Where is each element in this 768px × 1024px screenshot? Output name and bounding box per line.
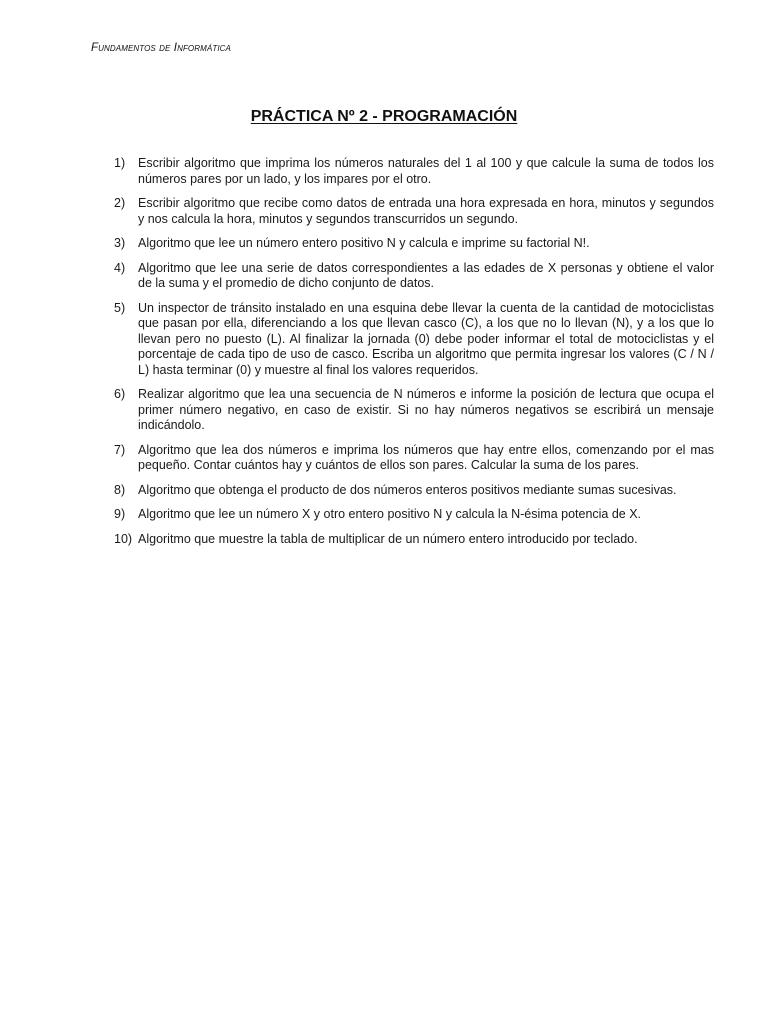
page-title: PRÁCTICA Nº 2 - PROGRAMACIÓN xyxy=(250,108,518,125)
exercise-number: 7) xyxy=(114,442,126,457)
exercise-number: 6) xyxy=(114,387,126,401)
exercise-item xyxy=(114,507,714,523)
exercise-item xyxy=(114,261,714,292)
exercise-number: 3) xyxy=(114,236,126,250)
exercise-item xyxy=(114,483,714,499)
exercise-number: 10) xyxy=(114,531,133,546)
exercise-text: Algoritmo que lea dos números e imprima los números que hay entre ellos, comenzando por el mas pequeño. Contar cuántos hay y cuántos de ellos son pares. Calcular la suma de los pares. xyxy=(138,442,714,472)
exercise-number: 4) xyxy=(114,260,126,275)
exercise-number: 5) xyxy=(114,300,126,315)
exercise-item xyxy=(114,301,714,379)
exercise-text: Un inspector de tránsito instalado en una esquina debe llevar la cuenta de la cantidad de motociclistas que pasan por ella, diferenciando a los que llevan casco (C), a los que no lo llevan (N), y a los que lo llevan pero no puesto (L). Al finalizar la jornada (0) debe poder informar el total de motociclistas y el porcentaje de cada tipo de uso de casco. Escriba un algoritmo que permita ingresar los valores (C / N / L) hasta terminar (0) y muestre al final los valores requeridos. xyxy=(138,300,714,377)
exercise-text: Realizar algoritmo que lea una secuencia de N números e informe la posición de lectura que ocupa el primer número negativo, en caso de existir. Si no hay números negativos se escribirá un mensaje indicándolo. xyxy=(138,387,714,432)
exercise-item xyxy=(114,443,714,474)
exercise-text: Escribir algoritmo que recibe como datos de entrada una hora expresada en hora, minutos y segundos y nos calcula la hora, minutos y segundos transcurridos un segundo. xyxy=(138,196,714,226)
exercise-item xyxy=(114,236,714,252)
exercise-item xyxy=(114,196,714,227)
exercise-item xyxy=(114,156,714,187)
exercise-number: 8) xyxy=(114,482,126,497)
exercise-number: 1) xyxy=(114,156,126,170)
exercise-number: 2) xyxy=(114,196,126,210)
running-header: Fundamentos de Informática xyxy=(91,42,231,54)
exercise-text: Algoritmo que lee una serie de datos correspondientes a las edades de X personas y obtiene el valor de la suma y el promedio de dicho conjunto de datos. xyxy=(138,260,714,290)
exercise-number: 9) xyxy=(114,507,126,521)
exercise-text: Algoritmo que obtenga el producto de dos números enteros positivos mediante sumas sucesivas. xyxy=(138,482,677,497)
exercise-item xyxy=(114,532,714,548)
exercise-text: Escribir algoritmo que imprima los números naturales del 1 al 100 y que calcule la suma de todos los números pares por un lado, y los impares por el otro. xyxy=(138,156,714,186)
exercise-list xyxy=(114,156,714,556)
exercise-item xyxy=(114,387,714,434)
exercise-text: Algoritmo que muestre la tabla de multiplicar de un número entero introducido por teclado. xyxy=(138,531,638,546)
exercise-text: Algoritmo que lee un número entero positivo N y calcula e imprime su factorial N!. xyxy=(138,236,590,250)
exercise-text: Algoritmo que lee un número X y otro entero positivo N y calcula la N-ésima potencia de X. xyxy=(138,507,642,521)
